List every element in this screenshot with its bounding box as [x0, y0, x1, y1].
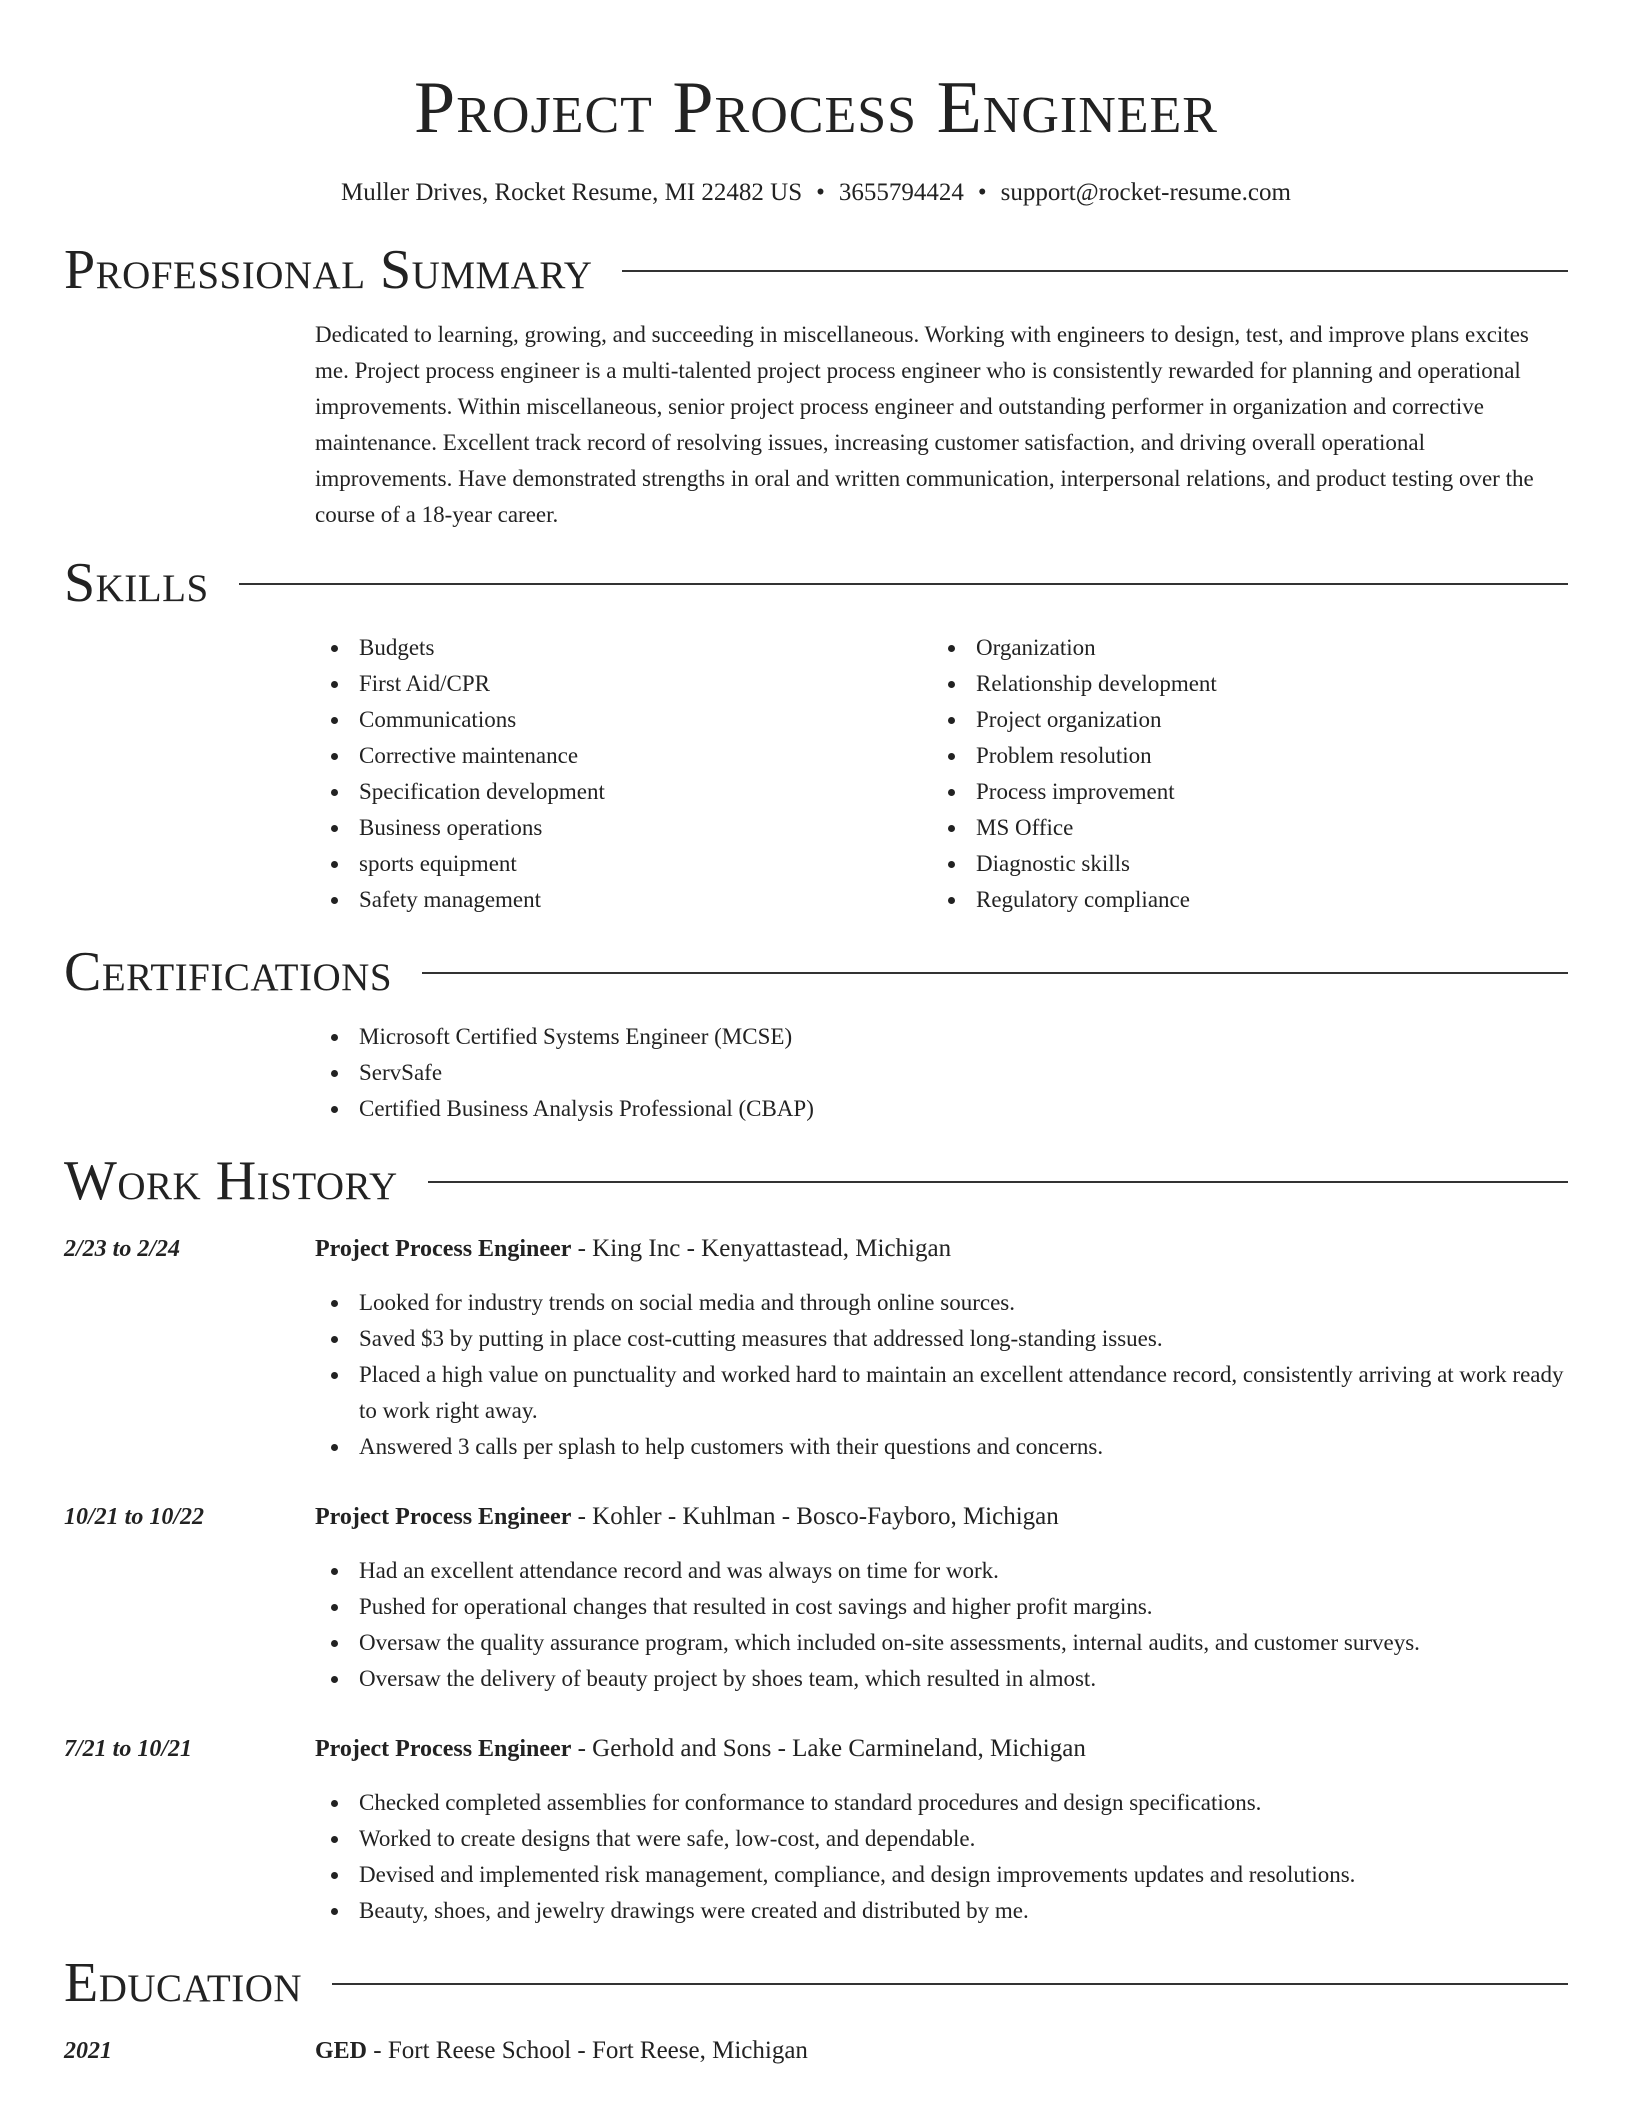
- section-divider: [428, 1181, 1568, 1183]
- contact-address: Muller Drives, Rocket Resume, MI 22482 US: [341, 179, 803, 206]
- skill-item: Project organization: [932, 702, 1549, 738]
- skill-item: Safety management: [315, 882, 932, 918]
- job-entry: [64, 1731, 1568, 1929]
- education-heading-line: [315, 2033, 1568, 2069]
- job-bullet: Placed a high value on punctuality and worked hard to maintain an excellent attendance record, consistently arriving at work ready to work right away.: [315, 1357, 1568, 1429]
- skills-heading: Skills: [64, 552, 209, 614]
- section-divider: [422, 972, 1568, 974]
- education-school: - Fort Reese School - Fort Reese, Michigan: [367, 2037, 808, 2064]
- job-title: Project Process Engineer: [315, 1504, 572, 1530]
- job-bullet: Oversaw the delivery of beauty project by shoes team, which resulted in almost.: [315, 1661, 1568, 1697]
- job-entry: [64, 1231, 1568, 1465]
- contact-separator: •: [816, 179, 825, 206]
- skill-item: Communications: [315, 702, 932, 738]
- skills-section-header: [64, 551, 1568, 615]
- education-entry: [64, 2033, 1568, 2069]
- certification-item: ServSafe: [315, 1055, 1568, 1091]
- job-bullet: Beauty, shoes, and jewelry drawings were created and distributed by me.: [315, 1893, 1568, 1929]
- contact-line: [64, 176, 1568, 210]
- job-company: - Gerhold and Sons - Lake Carmineland, Michigan: [571, 1735, 1086, 1762]
- job-dates: 2/23 to 2/24: [64, 1236, 181, 1262]
- job-company: - Kohler - Kuhlman - Bosco-Fayboro, Michigan: [571, 1503, 1059, 1530]
- certifications-section-header: [64, 940, 1568, 1004]
- job-bullet: Answered 3 calls per splash to help customers with their questions and concerns.: [315, 1429, 1568, 1465]
- job-bullets: [315, 1553, 1568, 1697]
- education-heading: Education: [64, 1952, 303, 2014]
- summary-section-header: [64, 238, 1568, 302]
- skill-item: Corrective maintenance: [315, 738, 932, 774]
- job-entry: [64, 1499, 1568, 1697]
- job-bullet: Worked to create designs that were safe, low-cost, and dependable.: [315, 1821, 1568, 1857]
- skill-item: Regulatory compliance: [932, 882, 1549, 918]
- job-bullets: [315, 1285, 1568, 1465]
- certifications-list: [315, 1019, 1568, 1127]
- job-heading: [315, 1231, 1568, 1267]
- job-bullet: Looked for industry trends on social media and through online sources.: [315, 1285, 1568, 1321]
- education-degree: GED: [315, 2038, 368, 2064]
- skill-item: Business operations: [315, 810, 932, 846]
- certification-item: Microsoft Certified Systems Engineer (MCSE): [315, 1019, 1568, 1055]
- skill-item: sports equipment: [315, 846, 932, 882]
- summary-heading: Professional Summary: [64, 239, 593, 301]
- job-bullet: Checked completed assemblies for conformance to standard procedures and design specifications.: [315, 1785, 1568, 1821]
- contact-email[interactable]: support@rocket-resume.com: [1000, 179, 1291, 206]
- job-company: - King Inc - Kenyattastead, Michigan: [571, 1235, 952, 1262]
- job-dates: 7/21 to 10/21: [64, 1736, 193, 1762]
- education-dates: 2021: [64, 2038, 112, 2064]
- page-title: Project Process Engineer: [414, 67, 1218, 149]
- job-bullets: [315, 1785, 1568, 1929]
- skill-item: Diagnostic skills: [932, 846, 1549, 882]
- job-heading: [315, 1731, 1568, 1767]
- certifications-heading: Certifications: [64, 941, 393, 1003]
- job-bullet: Pushed for operational changes that resulted in cost savings and higher profit margins.: [315, 1589, 1568, 1625]
- job-heading: [315, 1499, 1568, 1535]
- summary-body: [315, 317, 1568, 533]
- skill-item: Problem resolution: [932, 738, 1549, 774]
- work-section-header: [64, 1149, 1568, 1213]
- skills-column-left: [315, 630, 932, 918]
- section-divider: [332, 1983, 1568, 1985]
- education-section-header: [64, 1951, 1568, 2015]
- skill-item: MS Office: [932, 810, 1549, 846]
- work-heading: Work History: [64, 1150, 398, 1212]
- skill-item: Process improvement: [932, 774, 1549, 810]
- contact-phone: 3655794424: [838, 179, 964, 206]
- skill-item: First Aid/CPR: [315, 666, 932, 702]
- skill-item: Budgets: [315, 630, 932, 666]
- job-bullet: Oversaw the quality assurance program, which included on-site assessments, internal audits, and customer surveys.: [315, 1625, 1568, 1661]
- skills-list: [315, 630, 1568, 918]
- resume-page: [64, 0, 1568, 2069]
- section-divider: [239, 583, 1568, 585]
- job-title: Project Process Engineer: [315, 1736, 572, 1762]
- job-bullet: Devised and implemented risk management, compliance, and design improvements updates and resolutions.: [315, 1857, 1568, 1893]
- contact-separator: •: [977, 179, 987, 206]
- job-title: Project Process Engineer: [315, 1236, 572, 1262]
- certification-item: Certified Business Analysis Professional (CBAP): [315, 1091, 1568, 1127]
- job-bullet: Had an excellent attendance record and was always on time for work.: [315, 1553, 1568, 1589]
- skill-item: Organization: [932, 630, 1549, 666]
- summary-text: Dedicated to learning, growing, and succeeding in miscellaneous. Working with engineers to design, test, and improve plans excites me. Project process engineer is a multi-talented project process engineer who is consistently rewarded for planning and operational improvements. Within miscellaneous, senior project process engineer and outstanding performer in organization and corrective maintenance. Excellent track record of resolving issues, increasing customer satisfaction, and driving overall operational improvements. Have demonstrated strengths in oral and written communication, interpersonal relations, and product testing over the course of a 18-year career.: [315, 322, 1534, 527]
- skill-item: Relationship development: [932, 666, 1549, 702]
- skill-item: Specification development: [315, 774, 932, 810]
- job-bullet: Saved $3 by putting in place cost-cutting measures that addressed long-standing issues.: [315, 1321, 1568, 1357]
- job-dates: 10/21 to 10/22: [64, 1504, 205, 1530]
- skills-column-right: [932, 630, 1549, 918]
- section-divider: [622, 270, 1568, 272]
